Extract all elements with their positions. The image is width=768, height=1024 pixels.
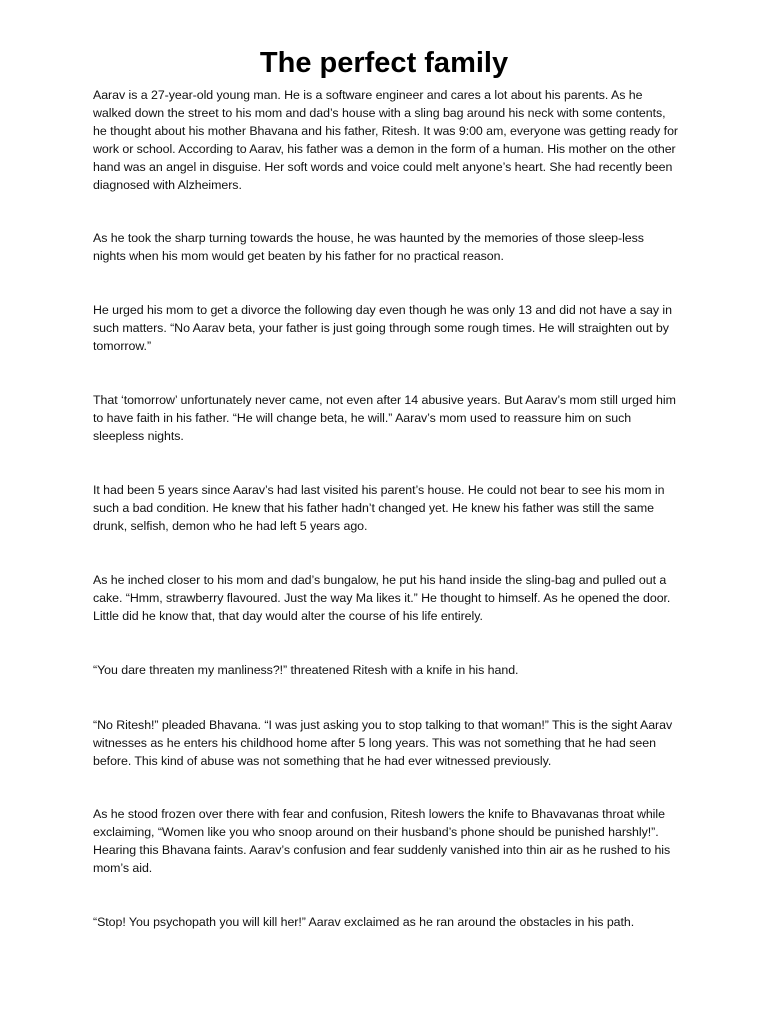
- paragraph-4: That ‘tomorrow’ unfortunately never came, not even after 14 abusive years. But Aarav’s mom still urged him to have faith in his father. “He will change beta, he will.” Aarav’s mom used to reassure him on such sleepless nights.: [93, 393, 676, 443]
- document-title: The perfect family: [259, 47, 509, 79]
- paragraph-9: As he stood frozen over there with fear and confusion, Ritesh lowers the knife to Bhavavanas throat while exclaiming, “Women like you who snoop around on their husband’s phone should be punished harshly!”. Hearing this Bhavana faints. Aarav’s confusion and fear suddenly vanished into thin air as he rushed to his mom’s aid.: [93, 807, 671, 875]
- paragraph-1: Aarav is a 27-year-old young man. He is a software engineer and cares a lot about his parents. As he walked down the street to his mom and dad’s house with a sling bag around his neck with some contents, he thought about his mother Bhavana and his father, Ritesh. It was 9:00 am, everyone was getting ready for work or school. According to Aarav, his father was a demon in the form of a human. His mother on the other hand was an angel in disguise. Her soft words and voice could melt anyone’s heart. She had recently been diagnosed with Alzheimers.: [93, 88, 678, 192]
- paragraph-10: “Stop! You psychopath you will kill her!” Aarav exclaimed as he ran around the obstacles in his path.: [93, 915, 635, 929]
- paragraph-2: As he took the sharp turning towards the house, he was haunted by the memories of those sleep-less nights when his mom would get beaten by his father for no practical reason.: [93, 231, 644, 263]
- paragraph-3: He urged his mom to get a divorce the following day even though he was only 13 and did not have a say in such matters. “No Aarav beta, your father is just going through some rough times. He will straighten out by tomorrow.”: [93, 303, 672, 353]
- paragraph-5: It had been 5 years since Aarav’s had last visited his parent’s house. He could not bear to see his mom in such a bad condition. He knew that his father hadn’t changed yet. He knew his father was still the same drunk, selfish, demon who he had left 5 years ago.: [93, 483, 665, 533]
- paragraph-7: “You dare threaten my manliness?!” threatened Ritesh with a knife in his hand.: [93, 663, 519, 677]
- paragraph-6: As he inched closer to his mom and dad’s bungalow, he put his hand inside the sling-bag and pulled out a cake. “Hmm, strawberry flavoured. Just the way Ma likes it.” He thought to himself. As he opened the door. Little did he know that, that day would alter the course of his life entirely.: [93, 573, 671, 623]
- paragraph-8: “No Ritesh!” pleaded Bhavana. “I was just asking you to stop talking to that woman!” This is the sight Aarav witnesses as he enters his childhood home after 5 long years. This was not something that he had seen before. This kind of abuse was not something that he had ever witnessed previously.: [93, 718, 673, 768]
